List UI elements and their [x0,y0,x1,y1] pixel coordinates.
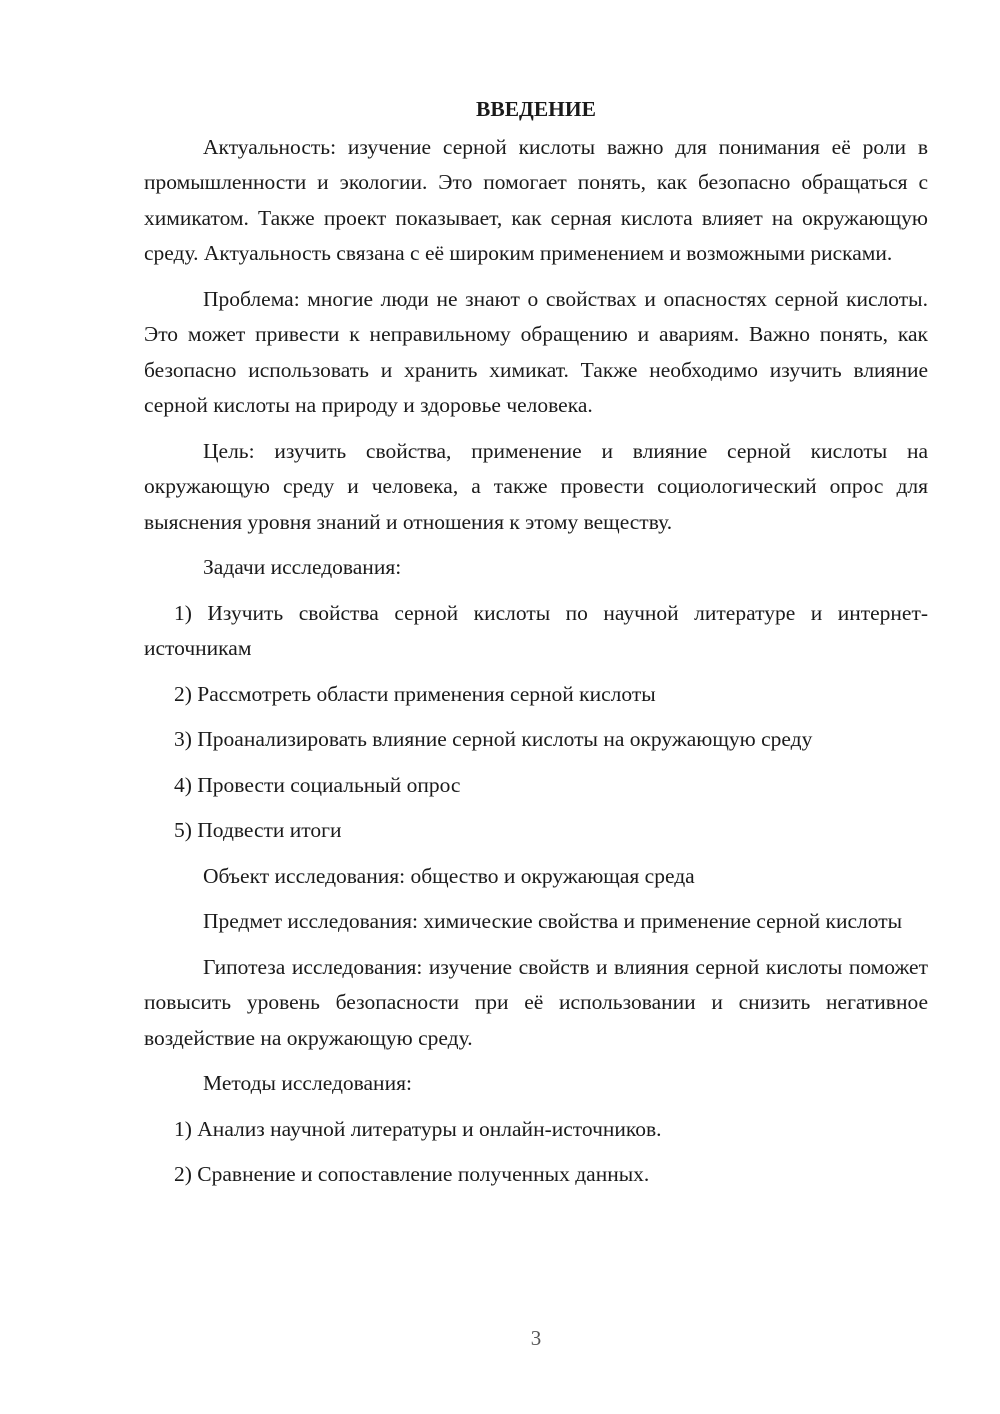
task-item: 5) Подвести итоги [174,818,342,842]
methods-title: Методы исследования: [203,1071,412,1095]
page-number: 3 [530,1326,542,1350]
method-item: 2) Сравнение и сопоставление полученных данных. [174,1162,650,1186]
task-item: 4) Провести социальный опрос [174,772,461,797]
goal-paragraph: Цель: изучить свойства, применение и влияние серной кислоты на окружающую среду и человека, а также провести социологический опрос для выяснения уровня знаний и отношения к этому веществу. [144,438,928,534]
tasks-list [144,596,928,849]
document-page [144,92,928,1203]
subject-paragraph: Предмет исследования: химические свойства и применение серной кислоты [203,909,903,933]
problem-paragraph: Проблема: многие люди не знают о свойствах и опасностях серной кислоты. Это может привести к неправильному обращению и авариям. Важно понять, как безопасно использовать и хранить химикат. Также необходимо изучить влияние серной кислоты на природу и здоровье человека. [144,286,928,417]
object-paragraph: Объект исследования: общество и окружающая среда [203,863,695,888]
task-item: 2) Рассмотреть области применения серной кислоты [174,681,656,706]
relevance-paragraph: Актуальность: изучение серной кислоты важно для понимания её роли в промышленности и экологии. Это помогает понять, как безопасно обращаться с химикатом. Также проект показывает, как серная кислота влияет на окружающую среду. Актуальность связана с её широким применением и возможными рисками. [144,134,928,265]
methods-list [144,1112,928,1193]
hypothesis-paragraph: Гипотеза исследования: изучение свойств и влияния серной кислоты поможет повысить уровень безопасности при её использовании и снизить негативное воздействие на окружающую среду. [144,954,928,1050]
task-item: 1) Изучить свойства серной кислоты по научной литературе и интернет-источникам [144,600,928,660]
page-title: ВВЕДЕНИЕ [476,97,596,121]
task-item: 3) Проанализировать влияние серной кислоты на окружающую среду [174,727,813,751]
method-item: 1) Анализ научной литературы и онлайн-источников. [174,1116,662,1141]
tasks-title: Задачи исследования: [203,555,402,579]
